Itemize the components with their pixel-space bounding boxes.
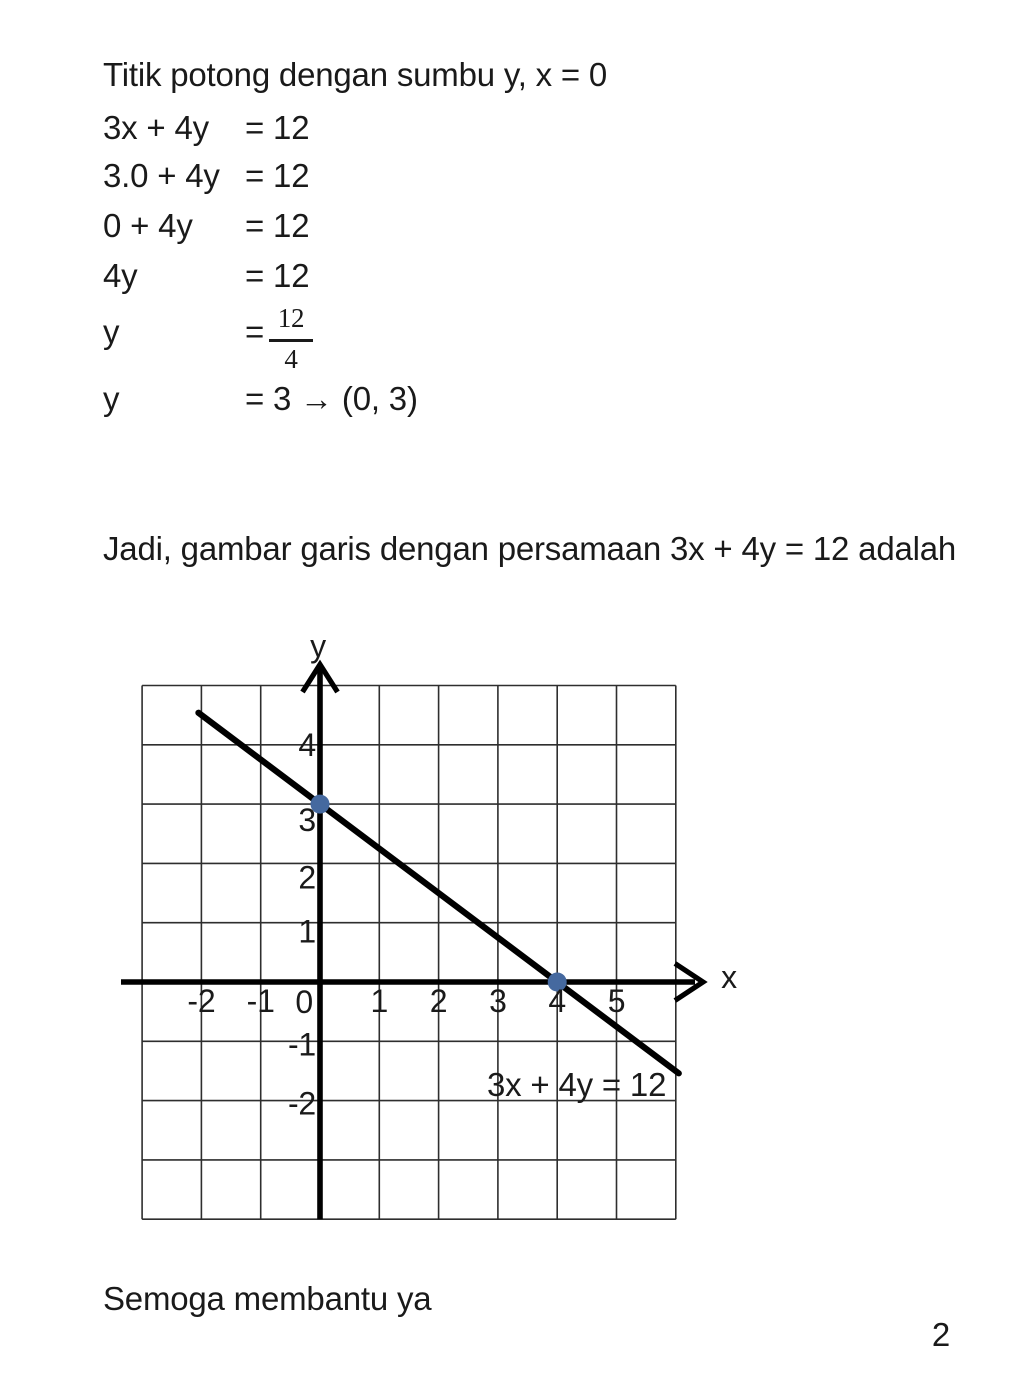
coordinate-plane-chart bbox=[0, 600, 1024, 1260]
page-number: 2 bbox=[931, 1316, 950, 1353]
y-tick-label: 4 bbox=[298, 726, 316, 763]
step-lhs: 0 + 4y bbox=[103, 207, 193, 244]
x-tick-label: 4 bbox=[548, 983, 567, 1019]
y-tick-label: -1 bbox=[287, 1026, 316, 1063]
y-tick-label: 1 bbox=[298, 913, 316, 950]
step-result: = 3 → (0, 3) bbox=[245, 380, 418, 417]
x-tick-label: 2 bbox=[429, 983, 448, 1019]
step-lhs: 3x + 4y bbox=[103, 109, 209, 146]
graph-svg bbox=[0, 600, 1024, 1260]
step-rhs: = 12 bbox=[245, 109, 310, 146]
step-lhs: y bbox=[103, 380, 120, 417]
step-rhs: = 12 bbox=[245, 257, 310, 294]
fraction-bar bbox=[269, 339, 313, 342]
step-lhs: 3.0 + 4y bbox=[103, 157, 220, 194]
equals-sign: = bbox=[245, 313, 265, 350]
fraction-denominator: 4 bbox=[284, 344, 298, 374]
closing-line: Semoga membantu ya bbox=[103, 1280, 432, 1317]
y-tick-label: 3 bbox=[298, 802, 316, 839]
y-tick-label: 2 bbox=[298, 859, 316, 896]
x-tick-label: -1 bbox=[246, 983, 275, 1019]
equation-label: 3x + 4y = 12 bbox=[487, 1066, 667, 1103]
x-tick-label: -2 bbox=[187, 983, 216, 1019]
section-title: Titik potong dengan sumbu y, x = 0 bbox=[103, 56, 608, 93]
x-tick-label: 1 bbox=[370, 983, 389, 1019]
step-lhs: y bbox=[103, 313, 120, 350]
step-rhs: = 12 bbox=[245, 157, 310, 194]
conclusion-line: Jadi, gambar garis dengan persamaan 3x + 4y = 12 adalah bbox=[103, 530, 957, 567]
x-axis-label: x bbox=[721, 959, 737, 995]
step-lhs: 4y bbox=[103, 257, 138, 294]
step-rhs: = 12 bbox=[245, 207, 310, 244]
y-tick-label: -2 bbox=[287, 1085, 316, 1122]
x-tick-label: 5 bbox=[607, 983, 626, 1019]
y-axis-label: y bbox=[310, 628, 326, 664]
x-tick-label: 3 bbox=[489, 983, 507, 1019]
x-tick-label: 0 bbox=[295, 984, 313, 1020]
fraction-numerator: 12 bbox=[277, 303, 305, 333]
